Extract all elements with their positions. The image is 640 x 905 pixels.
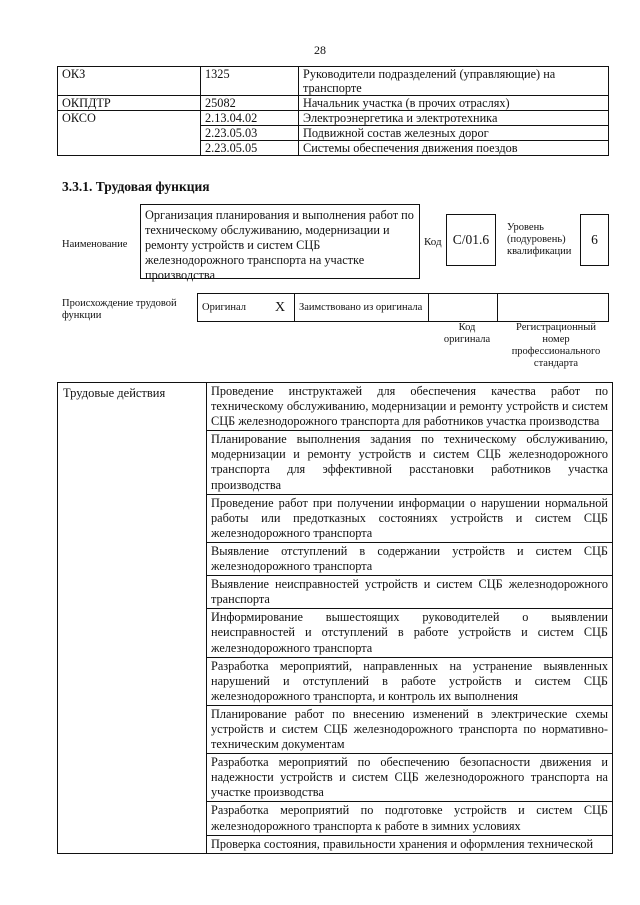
name-cell: Начальник участка (в прочих отраслях)	[299, 96, 609, 111]
table-row	[58, 111, 609, 126]
original-label: Оригинал	[198, 294, 267, 322]
labor-actions-table	[57, 382, 613, 854]
reg-number-label: Регистрационный номер профессионального стандарта	[511, 322, 601, 369]
code-label: Код	[424, 236, 442, 248]
list-item: Разработка мероприятий по подготовке устройств и систем СЦБ железнодорожного транспорта к работе в зимних условиях	[207, 802, 612, 835]
code-cell: 25082	[201, 96, 299, 111]
classification-table	[57, 66, 609, 156]
page-number: 28	[314, 43, 326, 57]
orig-code-label: Код оригинала	[443, 322, 491, 345]
code-cell: 1325	[201, 67, 299, 96]
original-mark: X	[266, 294, 295, 322]
original-code-cell	[429, 294, 498, 322]
table-row	[58, 67, 609, 96]
level-label: Уровень (подуровень) квалификации	[507, 222, 572, 257]
section-title: 3.3.1. Трудовая функция	[62, 179, 210, 194]
list-item: Выявление отступлений в содержании устройств и систем СЦБ железнодорожного транспорта	[207, 543, 612, 576]
code-type-cell: ОКСО	[58, 111, 201, 156]
table-row	[198, 294, 609, 322]
labor-actions-label: Трудовые действия	[58, 383, 207, 854]
list-item: Информирование вышестоящих руководителей о выявлении неисправностей и отступлений в работе устройств и систем СЦБ железнодорожного транспорта	[207, 609, 612, 657]
table-row	[58, 383, 613, 854]
name-cell: Подвижной состав железных дорог	[299, 126, 609, 141]
list-item: Разработка мероприятий, направленных на устранение выявленных нарушений и отступлений в работе устройств и систем СЦБ железнодорожного транспорта, и контроль их выполнения	[207, 658, 612, 706]
borrowed-label: Заимствовано из оригинала	[295, 294, 429, 322]
origin-table	[197, 293, 609, 322]
list-item: Разработка мероприятий по обеспечению безопасности движения и надежности устройств и систем СЦБ железнодорожного транспорта на участке производства	[207, 754, 612, 802]
list-item: Выявление неисправностей устройств и систем СЦБ железнодорожного транспорта	[207, 576, 612, 609]
list-item: Проверка состояния, правильности хранения и оформления технической	[211, 836, 594, 851]
code-cell: 2.23.05.03	[201, 126, 299, 141]
name-label: Наименование	[62, 239, 128, 250]
table-row	[58, 96, 609, 111]
code-type-cell: ОКЗ	[58, 67, 201, 96]
name-cell: Электроэнергетика и электротехника	[299, 111, 609, 126]
code-type-cell: ОКПДТР	[58, 96, 201, 111]
list-item: Планирование работ по внесению изменений в электрические схемы устройств и систем СЦБ железнодорожного транспорта по нормативно-техническим документам	[207, 706, 612, 754]
name-cell: Системы обеспечения движения поездов	[299, 141, 609, 156]
labor-actions-list	[207, 383, 613, 854]
origin-label: Происхождение трудовой функции	[62, 298, 177, 321]
code-cell: 2.23.05.05	[201, 141, 299, 156]
reg-number-cell	[498, 294, 609, 322]
list-item: Проведение работ при получении информации о нарушении нормальной работы или предотказных состояниях устройств и систем СЦБ железнодорожного транспорта	[207, 495, 612, 543]
list-item: Проведение инструктажей для обеспечения качества работ по техническому обслуживанию, модернизации и ремонту устройств и систем СЦБ железнодорожного транспорта для работников участка производства	[207, 383, 612, 431]
list-item: Планирование выполнения задания по техническому обслуживанию, модернизации и ремонту устройств и систем СЦБ железнодорожного транспорта для эффективной расстановки работников участка производства	[207, 431, 612, 494]
qualification-level: 6	[580, 214, 609, 266]
code-cell: 2.13.04.02	[201, 111, 299, 126]
function-code: C/01.6	[446, 214, 496, 266]
function-name: Организация планирования и выполнения работ по техническому обслуживанию, модернизации и ремонту устройств и систем СЦБ железнодорожного транспорта на участке производства	[140, 204, 420, 279]
name-cell: Руководители подразделений (управляющие) на транспорте	[299, 67, 609, 96]
